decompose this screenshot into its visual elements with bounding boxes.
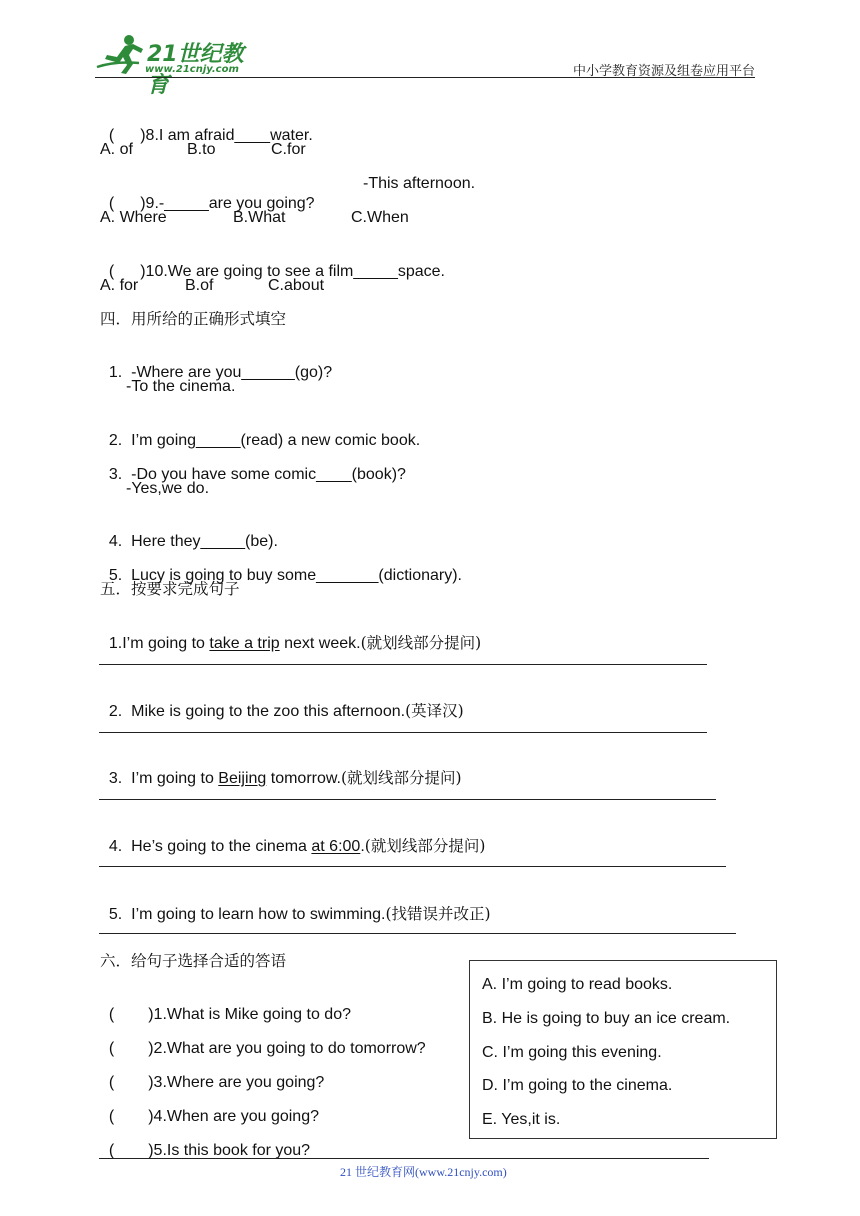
- answer-paren-close: ): [140, 195, 146, 212]
- question-text: 1.What is Mike going to do?: [153, 1006, 351, 1023]
- item-text: 3. I’m going to: [108, 770, 219, 787]
- answer-line-5[interactable]: [99, 933, 736, 934]
- answer-line-2[interactable]: [99, 732, 707, 733]
- answer-paren-open: (: [108, 195, 115, 212]
- instruction-note: (英译汉): [405, 702, 464, 720]
- header-platform-text: 中小学教育资源及组卷应用平台: [573, 64, 756, 79]
- instruction-note: (就划线部分提问): [360, 634, 482, 652]
- item-text: Here they_____(be).: [131, 533, 278, 550]
- q8-option-b: B.to: [187, 141, 216, 158]
- answer-paren-open: (: [108, 1040, 115, 1057]
- item-text: 4. He’s going to the cinema: [108, 838, 312, 855]
- answer-line-1[interactable]: [99, 664, 707, 665]
- answer-choice-c: C. I’m going this evening.: [482, 1044, 662, 1061]
- q8-option-c: C.for: [271, 141, 306, 158]
- footer-text[interactable]: 21 世纪教育网(www.21cnjy.com): [340, 1165, 507, 1179]
- logo: [95, 33, 265, 98]
- item-text: I’m going_____(read) a new comic book.: [131, 432, 421, 449]
- item-text: Lucy is going to buy some_______(dictionary).: [131, 567, 462, 584]
- s4-item-3-sub: -Yes,we do.: [126, 480, 210, 497]
- section-5-title: 五．按要求完成句子: [100, 580, 240, 598]
- q10-option-b: B.of: [185, 277, 214, 294]
- answer-paren-open: (: [108, 1108, 115, 1125]
- answer-paren-open: (: [108, 127, 115, 144]
- runner-logo-icon: [95, 33, 147, 75]
- question-text: 9.-_____are you going?: [145, 195, 315, 212]
- answer-paren-open: (: [108, 1006, 115, 1023]
- answer-paren-open: (: [108, 1142, 115, 1159]
- answer-choices-box: [469, 960, 777, 1139]
- answer-choice-d: D. I’m going to the cinema.: [482, 1077, 673, 1094]
- answer-paren-close: ): [148, 1108, 154, 1125]
- instruction-note: (找错误并改正): [385, 905, 491, 923]
- item-text: .: [360, 838, 365, 855]
- s5-item-1: [100, 613, 481, 654]
- answer-paren-close: ): [148, 1006, 154, 1023]
- instruction-note: (就划线部分提问): [364, 837, 486, 855]
- q9-option-a: A. Where: [100, 209, 167, 226]
- answer-paren-close: ): [148, 1040, 154, 1057]
- s5-item-4: [100, 816, 485, 857]
- answer-line-4[interactable]: [99, 866, 726, 867]
- q10-option-c: C.about: [268, 277, 325, 294]
- s5-item-3: [100, 748, 462, 789]
- item-text: tomorrow.: [266, 770, 341, 787]
- question-text: 2.What are you going to do tomorrow?: [153, 1040, 426, 1057]
- answer-choice-e: E. Yes,it is.: [482, 1111, 561, 1128]
- underlined-phrase: Beijing: [218, 770, 267, 787]
- footer-divider: [99, 1158, 709, 1159]
- answer-paren-close: ): [140, 263, 146, 280]
- question-text: 4.When are you going?: [153, 1108, 319, 1125]
- underlined-phrase: at 6:00: [311, 838, 361, 855]
- item-number: 2.: [108, 432, 123, 449]
- section-4-title: 四．用所给的正确形式填空: [100, 310, 287, 328]
- s4-item-1-sub: -To the cinema.: [126, 378, 236, 395]
- answer-paren-close: ): [148, 1074, 154, 1091]
- q8-option-a: A. of: [100, 141, 133, 158]
- item-text: 5. I’m going to learn how to swimming.: [108, 906, 386, 923]
- s6-question-5: [100, 1121, 310, 1161]
- q10-option-a: A. for: [100, 277, 139, 294]
- answer-paren-close: ): [140, 127, 146, 144]
- item-number: 1.: [108, 364, 123, 381]
- answer-paren-open: (: [108, 263, 115, 280]
- s5-item-2: [100, 681, 464, 722]
- item-number: 5.: [108, 567, 123, 584]
- question-text: 3.Where are you going?: [153, 1074, 325, 1091]
- answer-choice-b: B. He is going to buy an ice cream.: [482, 1010, 731, 1027]
- answer-choice-a: A. I’m going to read books.: [482, 976, 673, 993]
- section-6-title: 六．给句子选择合适的答语: [100, 952, 287, 970]
- answer-line-3[interactable]: [99, 799, 716, 800]
- underlined-phrase: take a trip: [209, 635, 280, 652]
- answer-paren-open: (: [108, 1074, 115, 1091]
- item-number: 3.: [108, 466, 123, 483]
- question-text: 5.Is this book for you?: [153, 1142, 311, 1159]
- item-text: 2. Mike is going to the zoo this afternoon.: [108, 703, 406, 720]
- q9-answer: -This afternoon.: [363, 175, 476, 192]
- item-text: 1.I’m going to: [108, 635, 210, 652]
- item-text: -Do you have some comic____(book)?: [131, 466, 406, 483]
- item-number: 4.: [108, 533, 123, 550]
- item-text: -Where are you______(go)?: [131, 364, 333, 381]
- item-text: next week.: [279, 635, 361, 652]
- q9-option-b: B.What: [233, 209, 286, 226]
- question-text: 10.We are going to see a film_____space.: [145, 263, 445, 280]
- logo-url: www.21cnjy.com: [145, 64, 239, 75]
- question-text: 8.I am afraid____water.: [145, 127, 313, 144]
- instruction-note: (就划线部分提问): [341, 769, 462, 787]
- logo-text: 21世纪教育: [147, 42, 244, 98]
- q9-option-c: C.When: [351, 209, 409, 226]
- header-divider: [95, 77, 755, 78]
- s5-item-5: [100, 884, 491, 925]
- answer-paren-close: ): [148, 1142, 154, 1159]
